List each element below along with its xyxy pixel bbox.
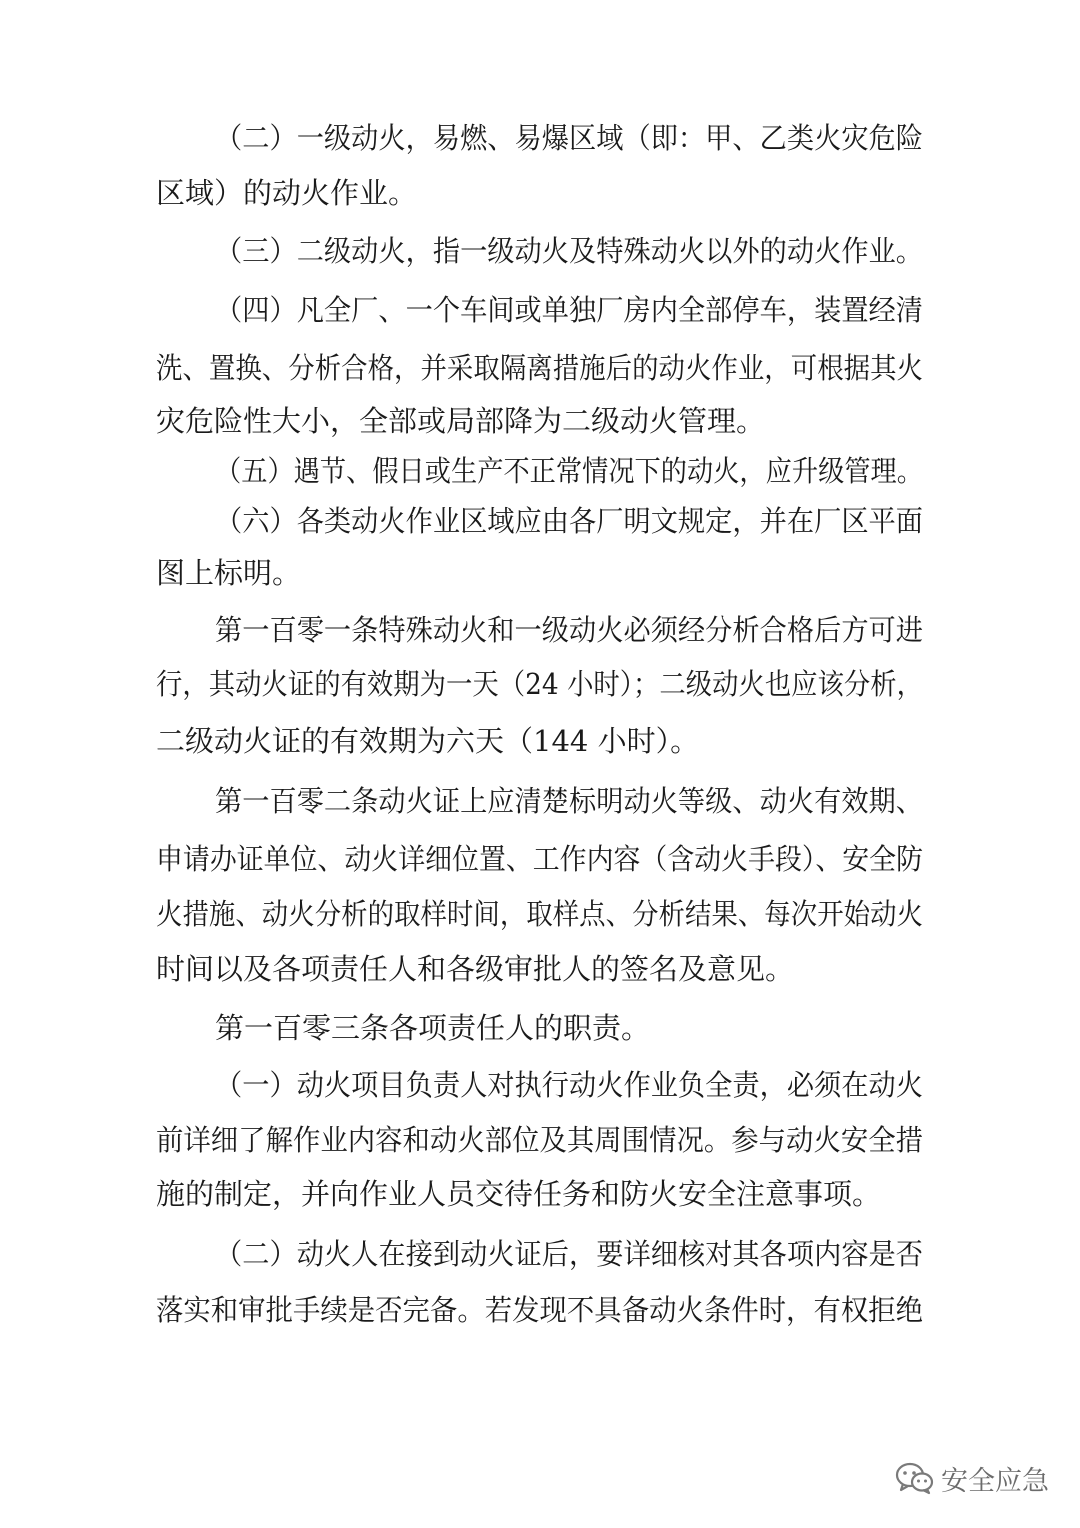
text-line [0,664,1080,704]
text-line-content: 施的制定，并向作业人员交待任务和防火安全注意事项。 [156,1177,882,1211]
text-line-content: 区域）的动火作业。 [156,176,418,210]
text-line-content: 二级动火证的有效期为六天（144 小时）。 [156,724,700,758]
text-line-content: （五）遇节、假日或生产不正常情况下的动火，应升级管理。 [215,454,924,488]
text-line [0,348,1080,388]
text-line-content: 第一百零三条各项责任人的职责。 [215,1011,651,1045]
text-line-content: 洗、置换、分析合格，并采取隔离措施后的动火作业，可根据其火 [156,351,924,385]
text-line-content: （三）二级动火，指一级动火及特殊动火以外的动火作业。 [215,234,924,268]
text-line [0,501,1080,541]
text-line [0,894,1080,934]
text-line [0,173,1080,213]
text-line [0,1290,1080,1330]
text-line-content: （二）一级动火，易燃、易爆区域（即：甲、乙类火灾危险 [215,121,924,155]
text-line [0,1065,1080,1105]
text-line [0,1174,1080,1214]
text-line [0,1008,1080,1048]
text-line-content: 第一百零一条特殊动火和一级动火必须经分析合格后方可进 [215,613,924,647]
text-line [0,451,1080,491]
text-line [0,721,1080,761]
text-line [0,553,1080,593]
text-line [0,118,1080,158]
text-line [0,290,1080,330]
text-line-content: 前详细了解作业内容和动火部位及其周围情况。参与动火安全措 [156,1123,924,1157]
text-line [0,401,1080,441]
text-line [0,839,1080,879]
text-line-content: 图上标明。 [156,556,302,590]
text-line [0,231,1080,271]
text-line-content: 时间以及各项责任人和各级审批人的签名及意见。 [156,952,795,986]
text-line-content: 落实和审批手续是否完备。若发现不具备动火条件时，有权拒绝 [156,1293,924,1327]
text-line-content: 火措施、动火分析的取样时间，取样点、分析结果、每次开始动火 [156,897,924,931]
text-line-content: 申请办证单位、动火详细位置、工作内容（含动火手段）、安全防 [156,842,924,876]
text-line [0,1234,1080,1274]
text-line [0,1120,1080,1160]
wechat-icon [895,1461,935,1495]
text-line [0,781,1080,821]
text-line-content: 第一百零二条动火证上应清楚标明动火等级、动火有效期、 [215,784,924,818]
text-line-content: 灾危险性大小，全部或局部降为二级动火管理。 [156,404,766,438]
text-line [0,610,1080,650]
watermark [895,1456,1049,1500]
text-line-content: （四）凡全厂、一个车间或单独厂房内全部停车，装置经清 [215,293,924,327]
watermark-label: 安全应急 [941,1465,1049,1497]
text-line-content: （二）动火人在接到动火证后，要详细核对其各项内容是否 [215,1237,924,1271]
text-line-content: （六）各类动火作业区域应由各厂明文规定，并在厂区平面 [215,504,924,538]
text-line-content: （一）动火项目负责人对执行动火作业负全责，必须在动火 [215,1068,924,1102]
text-line-content: 行，其动火证的有效期为一天（24 小时）；二级动火也应该分析， [156,667,924,701]
text-line [0,949,1080,989]
